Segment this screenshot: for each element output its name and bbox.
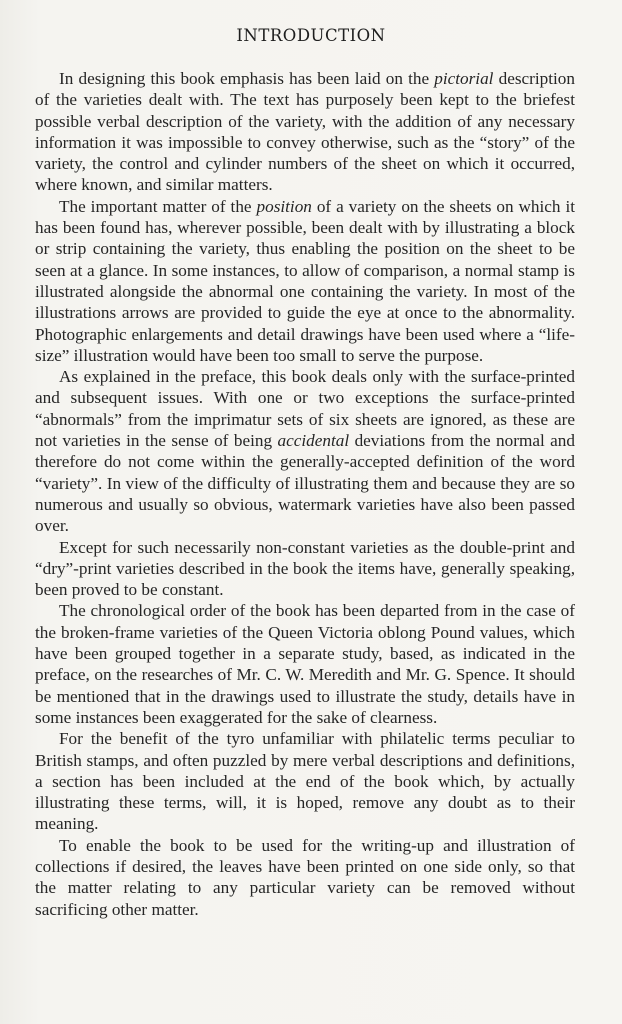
text-run: of a variety on the sheets on which it has been found has, wherever possible, been dealt with by illustrating a block or strip containing the variety, thus enabling the position on the sheet to be seen at a glance. In some instances, to allow of comparison, a normal stamp is illustrated alongside the abnormal one containing the variety. In most of the illustrations arrows are provided to guide the eye at once to the abnormality. Photographic enlargements and detail drawings have been used where a “life-size” illustration would have been too small to serve the purpose. xyxy=(35,196,575,365)
paragraph xyxy=(35,196,575,366)
text-run: For the benefit of the tyro unfamiliar with philatelic terms peculiar to British stamps, and often puzzled by mere verbal descriptions and definitions, a section has been included at the end of the book which, by actually illustrating these terms, will, it is hoped, remove any doubt as to their meaning. xyxy=(35,729,575,834)
text-run: The important matter of the xyxy=(59,196,257,216)
emphasis-text: pictorial xyxy=(434,69,494,88)
paragraph xyxy=(35,68,575,196)
text-run: To enable the book to be used for the writing-up and illustration of collections if desired, the leaves have been printed on one side only, so that the matter relating to any particular variety can be removed without sacrificing other matter. xyxy=(35,835,575,919)
paragraph xyxy=(35,366,575,536)
emphasis-text: position xyxy=(256,196,312,216)
text-run: description of the varieties dealt with. The text has purposely been kept to the briefest possible verbal description of the variety, with the addition of any necessary information it was impossible to convey otherwise, such as the “story” of the variety, the control and cylinder numbers of the sheet on which it occurred, where known, and similar matters. xyxy=(35,69,575,195)
text-run: The chronological order of the book has been departed from in the case of the broken-frame varieties of the Queen Victoria oblong Pound values, which have been grouped together in a separate study, based, as indicated in the preface, on the researches of Mr. C. W. Meredith and Mr. G. Spence. It should be mentioned that in the drawings used to illustrate the study, details have in some instances been exaggerated for the sake of clearness. xyxy=(35,601,575,727)
text-run: As explained in the preface, this book deals only with the surface-printed and subsequent issues. With one or two exceptions the surface-printed “abnormals” from the imprimatur sets of six sheets are ignored, as these are not varieties in the sense of being xyxy=(35,367,575,451)
text-run: deviations from the normal and therefore do not come within the generally-accepted definition of the word “variety”. In view of the difficulty of illustrating them and because they are so numerous and usually so obvious, watermark varieties have also been passed over. xyxy=(35,431,575,536)
paragraph xyxy=(35,537,575,601)
page-title: INTRODUCTION xyxy=(236,26,386,45)
body-text xyxy=(35,68,575,920)
text-run: In designing this book emphasis has been laid on the xyxy=(59,69,435,88)
emphasis-text: accidental xyxy=(277,431,350,451)
paragraph xyxy=(35,835,575,920)
paragraph xyxy=(35,728,575,834)
text-run: Except for such necessarily non-constant varieties as the double-print and “dry”-print varieties described in the book the items have, generally speaking, been proved to be constant. xyxy=(35,537,575,600)
paragraph xyxy=(35,600,575,728)
